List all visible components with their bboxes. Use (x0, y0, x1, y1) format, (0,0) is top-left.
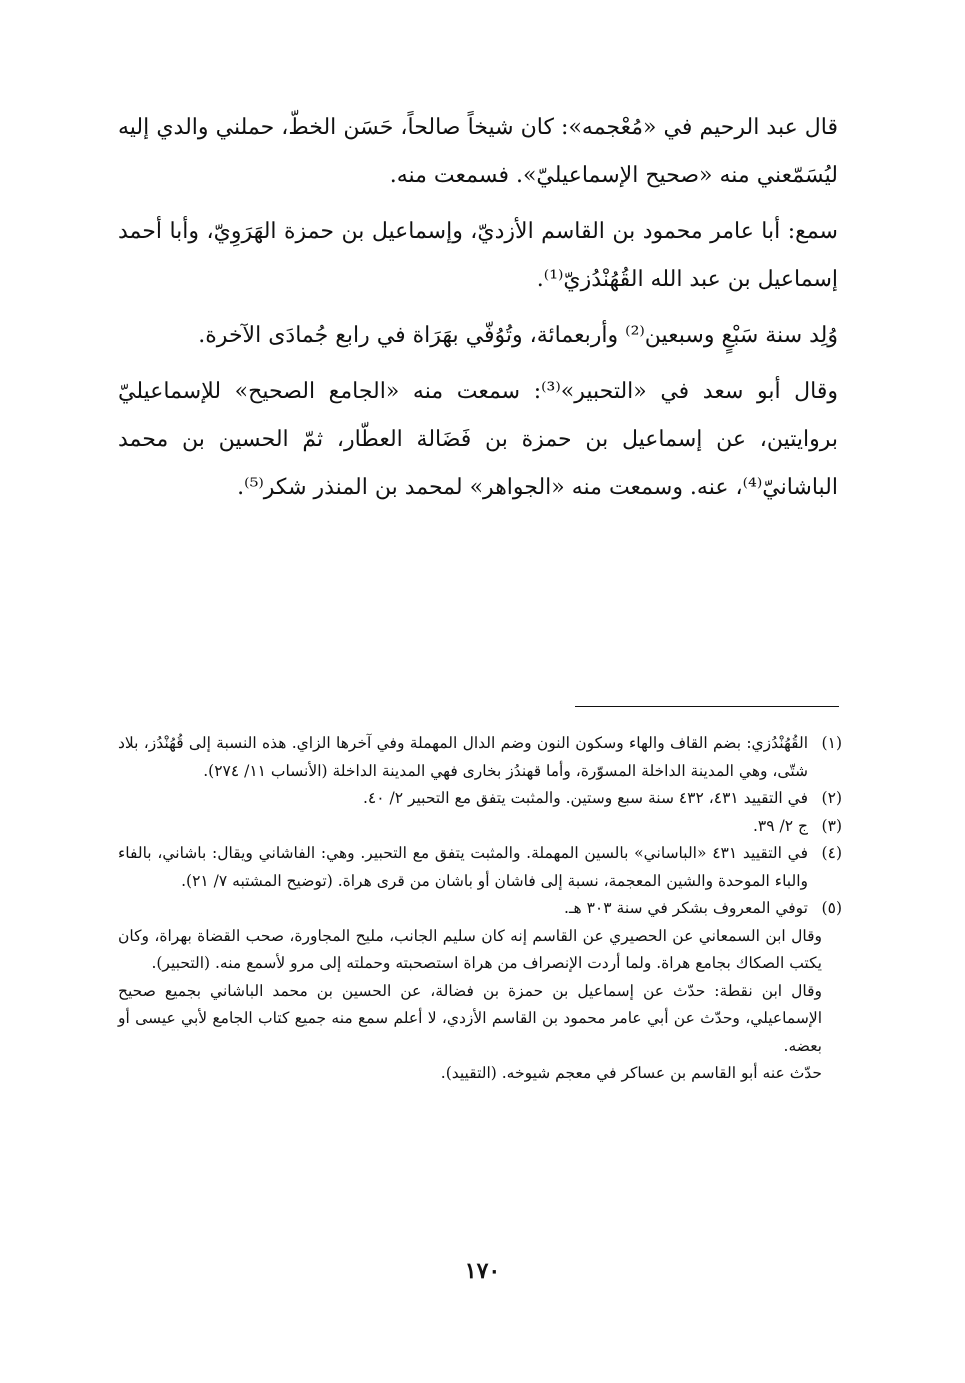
page-number: ١٧٠ (464, 1258, 501, 1284)
footnote-continuation: حدّث عنه أبو القاسم بن عساكر في معجم شيوخه. (التقييد). (440, 1064, 822, 1082)
main-text-block (118, 104, 838, 520)
footnote-3 (118, 813, 842, 841)
footnote-2 (118, 785, 842, 813)
footnote-divider (575, 706, 839, 707)
footnote-text: توفي المعروف بشكر في سنة ٣٠٣ هـ. (564, 899, 808, 917)
footnotes-section (118, 730, 842, 1088)
footnote-number: (٣) (821, 816, 842, 835)
paragraph-2: سمع: أبا عامر محمود بن القاسم الأزديّ، وإسماعيل بن حمزة الهَرَوِيّ، وأبا أحمد إسماعيل بن عبد الله القُهُنْدُزيّ⁽¹⁾. (118, 219, 838, 292)
footnote-5 (118, 895, 842, 1088)
footnote-text: ج ٢/ ٣٩. (752, 816, 808, 835)
footnote-continuation: وقال ابن السمعاني عن الحصيري عن القاسم إنه كان سليم الجانب، مليح المجاورة، صحب القضاة بهراة، وكان يكتب الصكاك بجامع هراة. ولما أردت الإنصراف من هراة استصحبته وحملته إلى مرو لأسمع منه. (التحبير). (118, 926, 822, 972)
footnote-number: (٤) (821, 844, 842, 862)
footnote-continuation: وقال ابن نقطة: حدّث عن إسماعيل بن حمزة بن فضالة، عن الحسين بن محمد الباشاني بجميع صحيح الإسماعيلي، وحدّث عن أبي عامر محمود بن القاسم الأزدي، لا أعلم سمع منه جميع كتاب الجامع لأبي عيسى أو بعضه. (118, 981, 822, 1055)
paragraph-1: قال عبد الرحيم في «مُعْجمه»: كان شيخاً صالحاً، حَسَن الخطّ، حملني والدي إليه ليُسَمّعني منه «صحيح الإسماعيليّ». فسمعت منه. (118, 115, 838, 188)
footnote-4 (118, 840, 842, 895)
footnote-text: في التقييد ٤٣١ «الباساني» بالسين المهملة. والمثبت يتفق مع التحبير. وهي: الفاشاني ويقال: باشاني، بالفاء والباء الموحدة والشين المعجمة، نسبة إلى فاشان أو باشان من قرى هراة. (توضيح المشتبه ٧/ ٢١). (118, 844, 808, 890)
paragraph-4: وقال أبو سعد في «التحبير»⁽³⁾: سمعت منه «الجامع الصحيح» للإسماعيليّ بروايتين، عن إسماعيل بن حمزة بن فَضَالة العطّار، ثمّ الحسين بن محمد الباشانيّ⁽⁴⁾، عنه. وسمعت منه «الجواهر» لمحمد بن المنذر شكر⁽⁵⁾. (118, 379, 838, 500)
footnote-text: القُهُنْدُزي: بضم القاف والهاء وسكون النون وضم الدال المهملة وفي آخرها الزاي. هذه النسبة إلى قُهُنْدُز، بلاد شتّى، وهي المدينة الداخلة المسوّرة، وأما قهندُز بخارى فهي المدينة الداخلة (الأنساب ١١/ ٢٧٤). (118, 734, 808, 780)
footnote-1 (118, 730, 842, 785)
paragraph-3: وُلِد سنة سَبْعٍ وسبعين⁽²⁾ وأربعمائة، وتُوُفّي بهَرَاة في رابع جُمادَى الآخرة. (198, 323, 838, 348)
footnote-number: (١) (821, 734, 842, 752)
footnote-text: في التقييد ٤٣١، ٤٣٢ سنة سبع وستين. والمثبت يتفق مع التحبير ٢/ ٤٠. (362, 789, 808, 807)
footnote-number: (٥) (821, 899, 842, 917)
footnote-number: (٢) (821, 789, 842, 807)
